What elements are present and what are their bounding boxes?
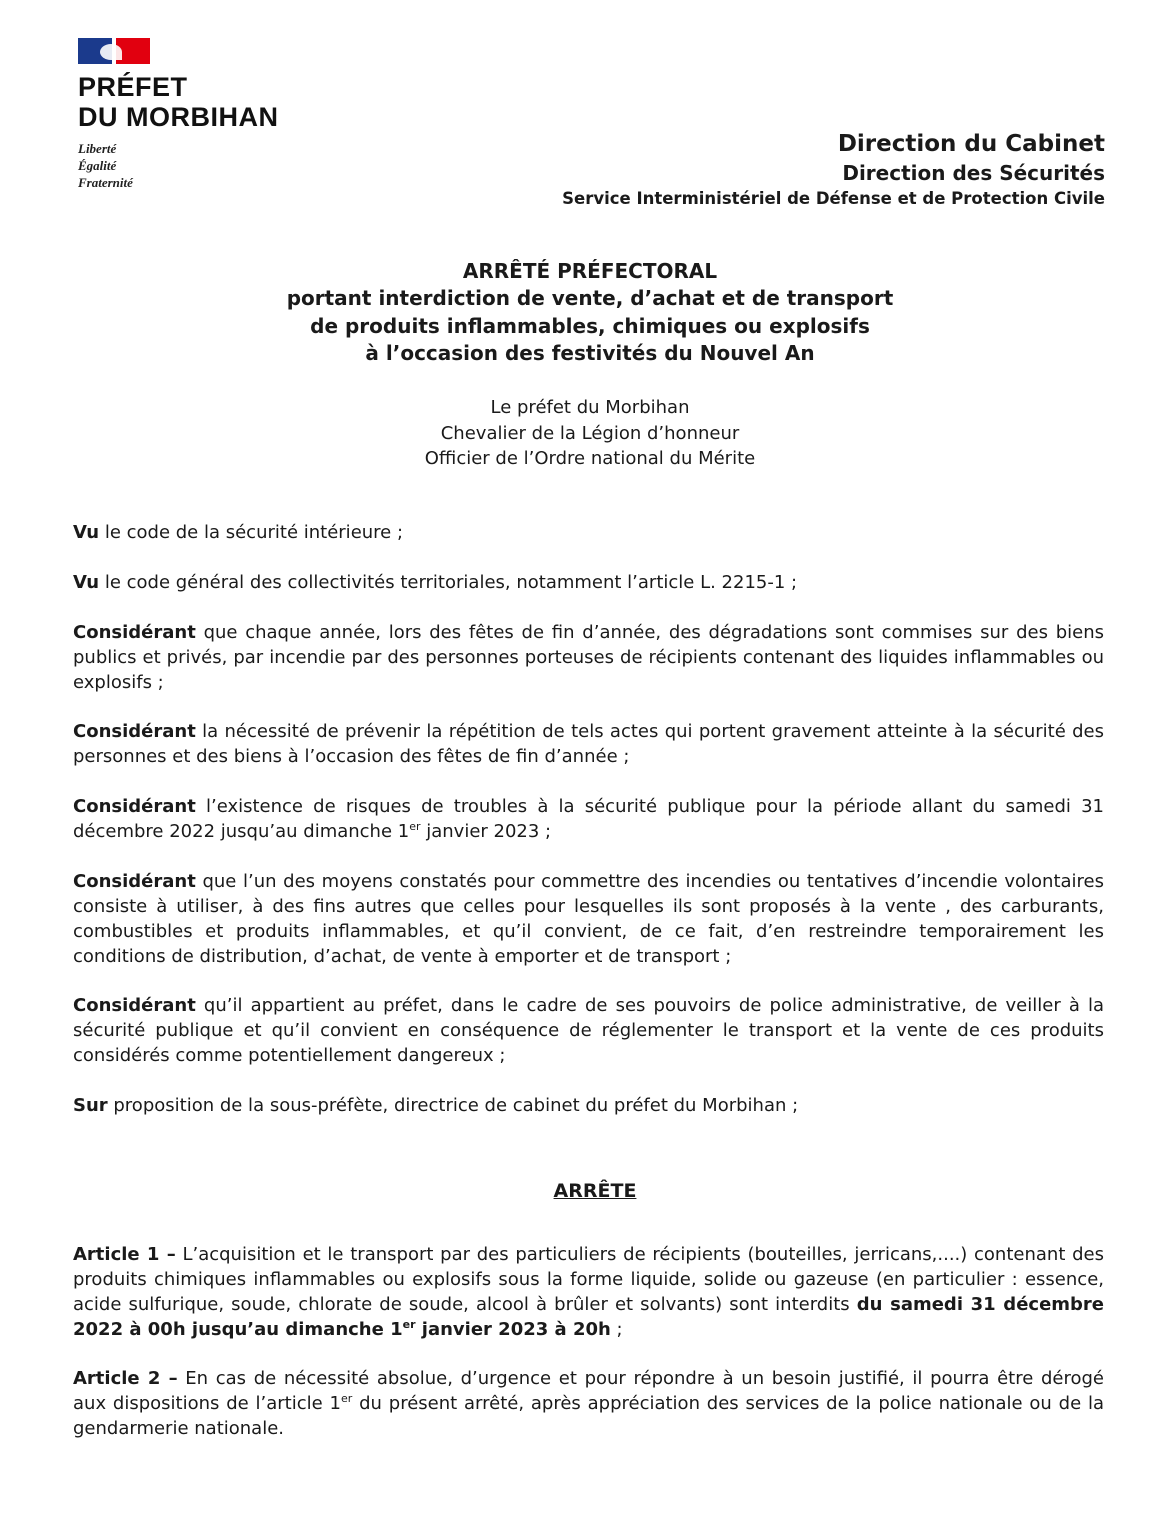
marianne-flag-icon (78, 38, 150, 64)
sur-lead: Sur (73, 1095, 108, 1116)
prefecture-name-line1: PRÉFET (78, 72, 188, 102)
article-1-period-end: janvier 2023 à 20h (415, 1319, 611, 1340)
considerant-lead: Considérant (73, 871, 196, 892)
article-1-end: ; (610, 1319, 623, 1340)
considerant-paragraph-3 (73, 794, 1104, 844)
issuing-department (562, 129, 1105, 211)
arrete-heading: ARRÊTE (553, 1180, 637, 1202)
considerant-text: qu’il appartient au préfet, dans le cadre de ses pouvoirs de police administrative, de veiller à la sécurité publique et qu’il convient en conséquence de réglementer le transport et la vente de ces produits considérés comme potentiellement dangereux ; (73, 995, 1104, 1066)
motto-fraternite: Fraternité (78, 175, 133, 190)
ordinal-superscript: er (409, 820, 421, 833)
vu-text: le code de la sécurité intérieure ; (99, 522, 404, 543)
considerant-paragraph-2 (73, 719, 1104, 769)
considerant-lead: Considérant (73, 995, 196, 1016)
article-2 (73, 1366, 1104, 1441)
prefect-titles (0, 395, 1172, 472)
title-line3: de produits inflammables, chimiques ou explosifs (310, 313, 870, 338)
article-1-text: L’acquisition et le transport par des particuliers de récipients (bouteilles, jerricans,....) contenant des produits chimiques inflammables ou explosifs sous la forme liquide, solide ou gazeuse (en particulier : essence, acide sulfurique, soude, chlorate de soude, alcool à brûler et solvants) sont interdits (73, 1244, 1104, 1315)
article-1-period-start: du samedi 31 décembre 2022 à 00h jusqu’au dimanche 1 (73, 1294, 1105, 1340)
considerant-lead: Considérant (73, 796, 196, 817)
article-2-label: Article 2 – (73, 1368, 178, 1389)
considerant-lead: Considérant (73, 622, 196, 643)
title-line2: portant interdiction de vente, d’achat et de transport (286, 286, 894, 310)
considerant-text-end: janvier 2023 ; (420, 821, 552, 842)
vu-text: le code général des collectivités territoriales, notamment l’article L. 2215-1 ; (99, 572, 798, 593)
motto-egalite: Égalité (78, 158, 117, 173)
ordinal-superscript: er (341, 1392, 353, 1405)
title-line4: à l’occasion des festivités du Nouvel An (365, 341, 815, 365)
direction-securites: Direction des Sécurités (842, 161, 1105, 185)
motto-liberte: Liberté (78, 141, 117, 156)
prefecture-name-line2: DU MORBIHAN (78, 102, 279, 132)
direction-cabinet: Direction du Cabinet (837, 131, 1105, 157)
considerant-text: la nécessité de prévenir la répétition de tels actes qui portent gravement atteinte à la sécurité des personnes et des biens à l’occasion des fêtes de fin d’année ; (73, 721, 1104, 767)
considerant-paragraph-1 (73, 620, 1104, 695)
considerant-text: que l’un des moyens constatés pour commettre des incendies ou tentatives d’incendie volontaires consiste à utiliser, à des fins autres que celles pour lesquelles ils sont proposés à la vente , des carburants, combustibles et produits inflammables, et qu’il convient, de ce fait, d’en restreindre temporairement les conditions de distribution, d’achat, de vente à emporter et de transport ; (73, 871, 1104, 967)
vu-lead: Vu (73, 572, 100, 593)
article-1 (73, 1242, 1104, 1342)
considerant-paragraph-5 (73, 993, 1104, 1068)
vu-lead: Vu (73, 522, 100, 543)
considerant-text: l’existence de risques de troubles à la sécurité publique pour la période allant du samedi 31 décembre 2022 jusqu’au dimanche 1 (73, 796, 1104, 842)
article-2-text: En cas de nécessité absolue, d’urgence et pour répondre à un besoin justifié, il pourra être dérogé aux dispositions de l’article 1 (73, 1368, 1105, 1414)
prefecture-logo (78, 38, 279, 191)
title-line1: ARRÊTÉ PRÉFECTORAL (462, 259, 718, 283)
considerant-text: que chaque année, lors des fêtes de fin d’année, des dégradations sont commises sur des biens publics et privés, par incendie par des personnes porteuses de récipients contenant des liquides inflammables ou explosifs ; (73, 622, 1104, 693)
document-title (0, 257, 1172, 368)
prefecture-name (78, 72, 279, 132)
sur-text: proposition de la sous-préfète, directrice de cabinet du préfet du Morbihan ; (107, 1095, 799, 1116)
considerant-paragraph-4 (73, 869, 1104, 969)
vu-paragraph-2 (73, 570, 1104, 595)
sur-proposition-paragraph (73, 1093, 1104, 1118)
service-name: Service Interministériel de Défense et de Protection Civile (562, 189, 1105, 208)
vu-paragraph-1 (73, 520, 1104, 545)
prefect-title-line1: Le préfet du Morbihan (490, 397, 690, 418)
article-1-label: Article 1 – (73, 1244, 176, 1265)
prefect-title-line2: Chevalier de la Légion d’honneur (440, 422, 740, 444)
prefect-title-line3: Officier de l’Ordre national du Mérite (424, 448, 756, 469)
republic-motto (78, 140, 279, 191)
article-2-text-end: du présent arrêté, après appréciation des services de la police nationale ou de la gendarmerie nationale. (73, 1393, 1105, 1439)
considerant-lead: Considérant (73, 721, 196, 742)
ordinal-superscript: er (402, 1318, 416, 1331)
